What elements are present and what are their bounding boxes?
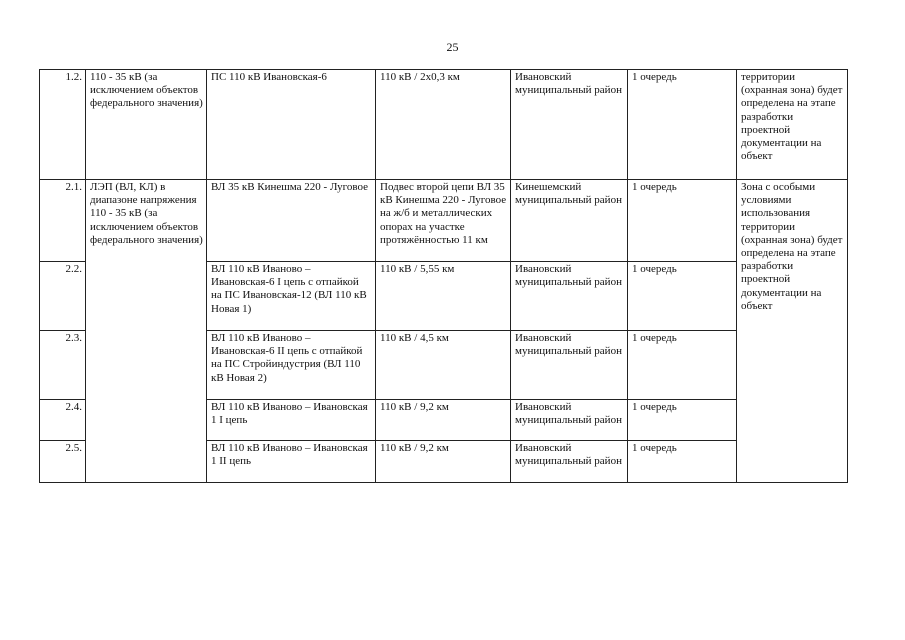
row-number: 2.3. xyxy=(40,331,86,400)
object-characteristic: 110 кВ / 4,5 км xyxy=(376,331,511,400)
page-number: 25 xyxy=(446,40,459,54)
object-characteristic: 110 кВ / 9,2 км xyxy=(376,400,511,441)
object-category: ЛЭП (ВЛ, КЛ) в диапазоне напряжения 110 - 35 кВ (за исключением объектов федерального значения) xyxy=(86,180,207,483)
object-location: Ивановский муниципальный район xyxy=(511,441,628,483)
row-number: 2.5. xyxy=(40,441,86,483)
row-number: 2.1. xyxy=(40,180,86,262)
table-row xyxy=(40,70,848,180)
object-stage: 1 очередь xyxy=(628,400,737,441)
object-characteristic: 110 кВ / 9,2 км xyxy=(376,441,511,483)
zone-description: Зона с особыми условиями использования территории (охранная зона) будет определена на этапе разработки проектной документации на объект xyxy=(737,180,848,483)
row-number: 2.2. xyxy=(40,262,86,331)
object-name: ВЛ 35 кВ Кинешма 220 - Луговое xyxy=(207,180,376,262)
object-characteristic: 110 кВ / 2х0,3 км xyxy=(376,70,511,180)
zone-description: территории (охранная зона) будет определена на этапе разработки проектной документации на объект xyxy=(737,70,848,180)
object-stage: 1 очередь xyxy=(628,70,737,180)
object-stage: 1 очередь xyxy=(628,180,737,262)
object-name: ВЛ 110 кВ Иваново – Ивановская 1 I цепь xyxy=(207,400,376,441)
table-row xyxy=(40,180,848,262)
object-characteristic: 110 кВ / 5,55 км xyxy=(376,262,511,331)
object-name: ВЛ 110 кВ Иваново – Ивановская-6 II цепь с отпайкой на ПС Стройиндустрия (ВЛ 110 кВ Новая 2) xyxy=(207,331,376,400)
object-location: Ивановский муниципальный район xyxy=(511,262,628,331)
object-name: ПС 110 кВ Ивановская-6 xyxy=(207,70,376,180)
row-number: 2.4. xyxy=(40,400,86,441)
object-stage: 1 очередь xyxy=(628,262,737,331)
object-stage: 1 очередь xyxy=(628,441,737,483)
object-location: Ивановский муниципальный район xyxy=(511,70,628,180)
object-location: Кинешемский муниципальный район xyxy=(511,180,628,262)
objects-table xyxy=(39,69,848,483)
object-characteristic: Подвес второй цепи ВЛ 35 кВ Кинешма 220 - Луговое на ж/б и металлических опорах на участке протяжённостью 11 км xyxy=(376,180,511,262)
object-location: Ивановский муниципальный район xyxy=(511,400,628,441)
object-location: Ивановский муниципальный район xyxy=(511,331,628,400)
object-stage: 1 очередь xyxy=(628,331,737,400)
row-number: 1.2. xyxy=(40,70,86,180)
object-name: ВЛ 110 кВ Иваново – Ивановская 1 II цепь xyxy=(207,441,376,483)
object-name: ВЛ 110 кВ Иваново – Ивановская-6 I цепь с отпайкой на ПС Ивановская-12 (ВЛ 110 кВ Новая 1) xyxy=(207,262,376,331)
object-category: 110 - 35 кВ (за исключением объектов федерального значения) xyxy=(86,70,207,180)
